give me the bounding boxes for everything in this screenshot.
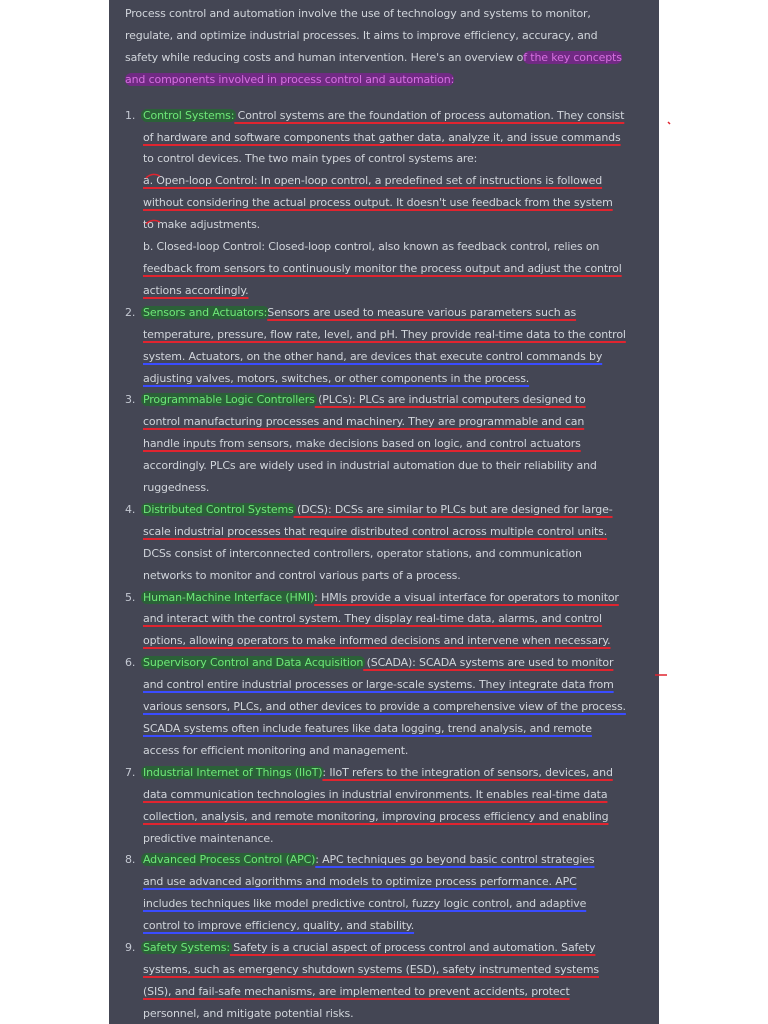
intro-highlight: and components involved in process control and automation: — [125, 72, 455, 86]
item-line: and interact with the control system. They display real-time data, alarms, and control — [143, 612, 602, 626]
list-item — [125, 849, 659, 937]
item-line: data communication technologies in industrial environments. It enables real-time data — [143, 787, 608, 801]
list-item — [125, 762, 659, 850]
intro-line — [125, 47, 659, 69]
item-line: DCSs consist of interconnected controllers, operator stations, and communication — [143, 546, 582, 560]
intro-line — [125, 69, 659, 91]
item-term: Programmable Logic Controllers — [143, 393, 315, 407]
intro-text: safety while reducing costs and human intervention. Here's an overview o — [125, 50, 524, 64]
item-text: Sensors are used to measure various parameters such as — [267, 305, 577, 319]
item-term: Supervisory Control and Data Acquisition — [143, 656, 364, 670]
item-line — [143, 849, 659, 871]
item-text: (PLCs): PLCs are industrial computers designed to — [314, 393, 586, 407]
item-line: actions accordingly. — [143, 283, 249, 297]
item-line: ruggedness. — [143, 481, 210, 495]
item-number: 3. — [125, 393, 136, 407]
item-term: Safety Systems: — [143, 941, 230, 955]
item-line — [143, 587, 659, 609]
item-text: (DCS): DCSs are similar to PLCs but are designed for large- — [293, 502, 613, 516]
item-number: 5. — [125, 590, 136, 604]
item-line: and use advanced algorithms and models to optimize process performance. APC — [143, 875, 577, 889]
list-item — [125, 389, 659, 499]
item-line — [143, 389, 659, 411]
item-line — [143, 499, 659, 521]
item-line: scale industrial processes that require distributed control across multiple control units. — [143, 524, 608, 538]
list-item — [125, 302, 659, 390]
item-line: networks to monitor and control various parts of a process. — [143, 568, 461, 582]
item-line: control manufacturing processes and machinery. They are programmable and can — [143, 415, 585, 429]
item-text: (SCADA): SCADA systems are used to monitor — [363, 656, 614, 670]
list-item — [125, 105, 659, 302]
list-item — [125, 652, 659, 762]
item-term: Control Systems: — [143, 108, 235, 122]
item-line: accordingly. PLCs are widely used in industrial automation due to their reliability and — [143, 459, 597, 473]
item-term: Human-Machine Interface (HMI) — [143, 590, 315, 604]
intro-paragraph — [125, 3, 659, 91]
item-term: Advanced Process Control (APC) — [143, 853, 316, 867]
item-text: : HMIs provide a visual interface for operators to monitor — [314, 590, 619, 604]
item-line: options, allowing operators to make informed decisions and intervene when necessary. — [143, 634, 611, 648]
concept-list — [125, 105, 659, 1024]
item-line: handle inputs from sensors, make decisions based on logic, and control actuators — [143, 437, 581, 451]
item-line: collection, analysis, and remote monitoring, improving process efficiency and enabling — [143, 809, 609, 823]
item-line: includes techniques like model predictive control, fuzzy logic control, and adaptive — [143, 897, 587, 911]
item-line: a. Open-loop Control: In open-loop control, a predefined set of instructions is followed — [143, 174, 603, 188]
item-number: 8. — [125, 853, 136, 867]
item-line: of hardware and software components that gather data, analyze it, and issue commands — [143, 130, 621, 144]
item-number: 6. — [125, 656, 136, 670]
item-line: and control entire industrial processes or large-scale systems. They integrate data from — [143, 678, 614, 692]
item-term: Industrial Internet of Things (IIoT) — [143, 765, 323, 779]
list-item — [125, 587, 659, 653]
item-text: Safety is a crucial aspect of process control and automation. Safety — [229, 941, 596, 955]
item-number: 2. — [125, 305, 136, 319]
item-line: feedback from sensors to continuously monitor the process output and adjust the control — [143, 261, 622, 275]
item-line: personnel, and mitigate potential risks. — [143, 1006, 354, 1020]
item-line — [143, 105, 659, 127]
item-line: SCADA systems often include features like data logging, trend analysis, and remote — [143, 722, 592, 735]
item-term: Distributed Control Systems — [143, 502, 294, 516]
intro-line: Process control and automation involve the use of technology and systems to monitor, — [125, 7, 591, 20]
item-line: system. Actuators, on the other hand, are devices that execute control commands by — [143, 349, 603, 363]
item-line — [143, 937, 659, 959]
item-line — [143, 762, 659, 784]
item-term: Sensors and Actuators: — [143, 305, 268, 319]
item-text: : IIoT refers to the integration of sensors, devices, and — [322, 765, 613, 779]
item-line: (SIS), and fail-safe mechanisms, are implemented to prevent accidents, protect — [143, 984, 570, 998]
item-number: 7. — [125, 765, 136, 779]
list-item — [125, 499, 659, 587]
item-number: 9. — [125, 941, 136, 955]
intro-line: regulate, and optimize industrial processes. It aims to improve efficiency, accuracy, and — [125, 28, 598, 42]
item-line: temperature, pressure, flow rate, level, and pH. They provide real-time data to the control — [143, 327, 626, 341]
item-line: access for efficient monitoring and management. — [143, 743, 409, 757]
item-text: Control systems are the foundation of process automation. They consist — [234, 108, 625, 122]
intro-highlight: f the key concepts — [523, 50, 622, 64]
item-line: systems, such as emergency shutdown systems (ESD), safety instrumented systems — [143, 962, 599, 976]
item-line — [143, 652, 659, 674]
chat-response-panel — [109, 0, 659, 1024]
annotation-stroke — [668, 122, 670, 124]
item-line: control to improve efficiency, quality, and stability. — [143, 919, 415, 933]
item-line: to make adjustments. — [143, 218, 261, 232]
item-number: 1. — [125, 108, 136, 122]
item-text: : APC techniques go beyond basic control strategies — [315, 853, 595, 867]
item-line — [143, 302, 659, 324]
item-line: to control devices. The two main types of control systems are: — [143, 152, 478, 166]
item-line: b. Closed-loop Control: Closed-loop control, also known as feedback control, relies on — [143, 240, 600, 254]
response-content — [125, 3, 659, 1024]
item-line: various sensors, PLCs, and other devices to provide a comprehensive view of the process. — [143, 700, 626, 714]
item-line: adjusting valves, motors, switches, or other components in the process. — [143, 371, 530, 385]
list-item — [125, 937, 659, 1024]
item-line: predictive maintenance. — [143, 831, 274, 845]
item-number: 4. — [125, 502, 136, 516]
item-line: without considering the actual process output. It doesn't use feedback from the system — [143, 196, 613, 210]
